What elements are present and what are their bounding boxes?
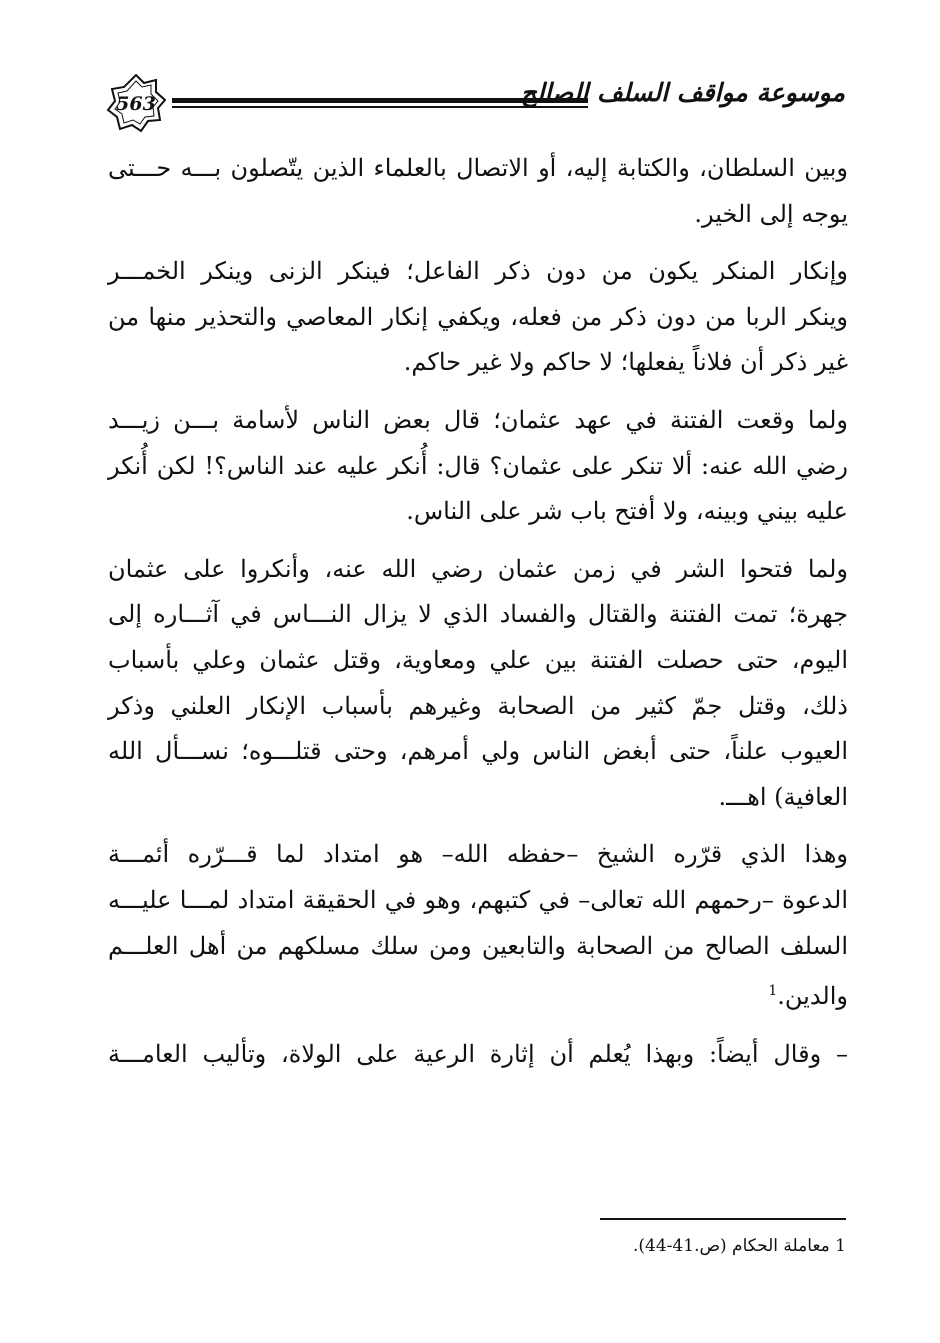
text-line: يوجه إلى الخير. — [694, 199, 848, 228]
paragraph — [108, 398, 848, 535]
text-line: وإنكار المنكر يكون من دون ذكر الفاعل؛ فينكر الزنى وينكر الخمـــر — [108, 257, 848, 286]
text-line: العافية) اهـــ. — [718, 782, 848, 811]
text-line: وينكر الربا من دون ذكر من فعله، ويكفي إنكار المعاصي والتحذير منها من — [108, 302, 848, 331]
text-line: عليه بيني وبينه، ولا أفتح باب شر على الناس. — [406, 497, 848, 526]
footnote-separator — [600, 1218, 846, 1220]
page-number-badge — [106, 74, 166, 134]
paragraph — [108, 1032, 848, 1078]
text-line: – وقال أيضاً: وبهذا يُعلم أن إثارة الرعية على الولاة، وتأليب العامـــة — [108, 1039, 848, 1068]
main-text — [108, 146, 848, 1089]
paragraph — [108, 832, 848, 1019]
text-line: ولما وقعت الفتنة في عهد عثمان؛ قال بعض الناس لأسامة بـــن زيـــد — [108, 405, 848, 434]
text-line: اليوم، حتى حصلت الفتنة بين علي ومعاوية، وقتل عثمان وعلي بأسباب — [108, 645, 848, 674]
footnote-number: 1 — [835, 1236, 846, 1256]
text-line: وبين السلطان، والكتابة إليه، أو الاتصال بالعلماء الذين يتّصلون بـــه حـــتى — [108, 154, 848, 182]
footnote — [500, 1236, 846, 1256]
line-text: والدين. — [777, 982, 848, 1011]
text-line: غير ذكر أن فلاناً يفعلها؛ لا حاكم ولا غير حاكم. — [403, 348, 848, 377]
paragraph — [108, 547, 848, 821]
text-line: رضي الله عنه: ألا تنكر على عثمان؟ قال: أُنكر عليه عند الناس؟! لكن أُنكر — [108, 451, 848, 480]
paragraph — [108, 146, 848, 237]
series-title: موسوعة مواقف السلف الصالح — [520, 78, 845, 107]
text-line: العيوب علناً، حتى أبغض الناس ولي أمرهم، وحتى قتلـــوه؛ نســـأل الله — [108, 737, 848, 766]
text-line: السلف الصالح من الصحابة والتابعين ومن سلك مسلكهم من أهل العلـــم — [108, 931, 848, 960]
text-line: وهذا الذي قرّره الشيخ –حفظه الله– هو امتداد لما قـــرّره أئمـــة — [108, 840, 848, 869]
footnote-marker[interactable]: 1 — [768, 983, 778, 1000]
text-line — [108, 969, 848, 1020]
page-number: 563 — [116, 93, 156, 115]
text-line: جهرة؛ تمت الفتنة والقتال والفساد الذي لا يزال النـــاس في آثـــاره إلى — [108, 600, 849, 629]
text-line: الدعوة –رحمهم الله تعالى– في كتبهم، وهو في الحقيقة امتداد لمـــا عليـــه — [108, 885, 848, 914]
page-header — [100, 70, 845, 138]
text-line: ذلك، وقتل جمّ كثير من الصحابة وغيرهم بأسباب الإنكار العلني وذكر — [108, 691, 848, 720]
footnote-text: معاملة الحكام (ص.41-44). — [632, 1236, 830, 1256]
paragraph — [108, 249, 848, 386]
text-line: ولما فتحوا الشر في زمن عثمان رضي الله عنه، وأنكروا على عثمان — [108, 554, 848, 583]
